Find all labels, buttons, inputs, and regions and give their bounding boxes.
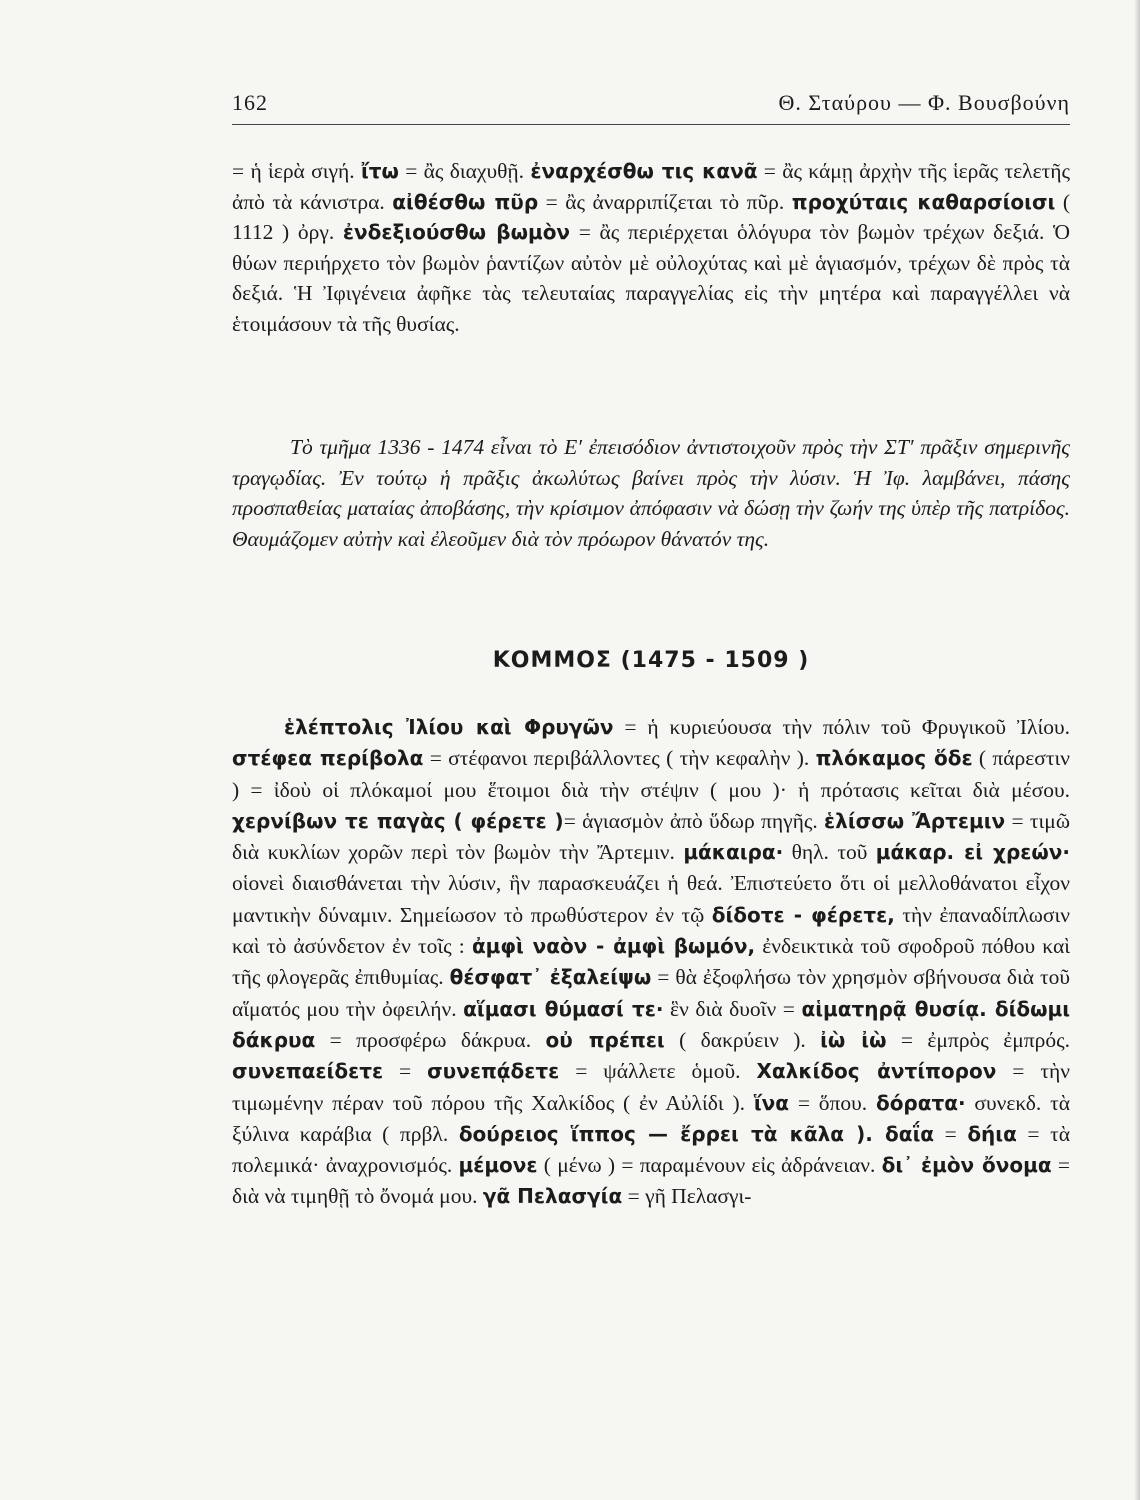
gloss-text: ἐνδεικτικὰ τοῦ σφοδροῦ πόθου καὶ τῆς φλογερᾶς ἐπιθυμίας. xyxy=(232,934,1070,990)
gloss-text: = ἡ κυριεύουσα τὴν πόλιν τοῦ Φρυγικοῦ Ἰλίου. xyxy=(613,715,1071,739)
paragraph-text xyxy=(232,432,1070,554)
gloss-text: ἓν διὰ δυοῖν = xyxy=(663,996,802,1021)
lemma-term: μάκαιρα· xyxy=(683,840,784,865)
gloss-text: τὴν ἐπαναδίπλωσιν καὶ τὸ ἀσύνδετον ἐν τοῖς : xyxy=(232,902,1070,959)
gloss-text: = ἐμπρὸς ἐμπρός. xyxy=(886,1027,1070,1052)
scan-edge-shadow xyxy=(1134,0,1140,1500)
lemma-term: θέσφατ᾽ ἐξαλείψω xyxy=(449,965,652,990)
gloss-text: ( πάρεστιν ) = ἰδοὺ οἱ πλόκαμοί μου ἕτοιμοι διὰ τὴν στέψιν ( μου )· ἡ πρότασις κεῖται διὰ μέσου. xyxy=(232,746,1070,802)
lemma-term: Χαλκίδος ἀντίπορον xyxy=(756,1059,997,1084)
lemma-term: αἵμασι θύμασί τε· xyxy=(463,996,664,1021)
gloss-text: = τὰ πολεμικά· ἀναχρονισμός. xyxy=(232,1121,1070,1178)
lemma-term: δόρατα· xyxy=(875,1090,966,1115)
gloss-text: = στέφανοι περιβάλλοντες ( τὴν κεφαλὴν ). xyxy=(423,746,816,771)
lemma-term: ἀμφὶ ναὸν - ἀμφὶ βωμόν, xyxy=(471,934,756,959)
gloss-text: = γῆ Πελασγι- xyxy=(622,1184,752,1209)
section-title: ΚΟΜΜΟΣ (1475 - 1509 ) xyxy=(492,648,810,673)
gloss-text: = τὴν τιμωμένην πέραν τοῦ πόρου τῆς Χαλκίδος ( ἐν Αὐλίδι ). xyxy=(232,1059,1070,1115)
gloss-text: Τὸ τμῆμα 1336 - 1474 εἶναι τὸ Ε′ ἐπεισόδιον ἀντιστοιχοῦν πρὸς τὴν ΣΤ′ πρᾶξιν σημερινῆς τραγῳδίας. Ἐν τούτῳ ἡ πρᾶξις ἀκωλύτως βαίνει πρὸς τὴν λύσιν. Ἡ Ἰφ. λαμβάνει, πάσης προσπαθείας ματαίας ἀποβάσης, τὴν κρίσιμον ἀπόφασιν νὰ δώσῃ τὴν ζωήν της ὑπὲρ τῆς πατρίδος. Θαυμάζομεν αὐτὴν καὶ ἐλεοῦμεν διὰ τὸν πρόωρον θάνατόν της. xyxy=(232,435,1070,551)
lemma-term: δούρειος ἵππος — ἔρρει τὰ κᾶλα ). δαΐα xyxy=(458,1121,935,1146)
running-head: Θ. Σταύρου — Φ. Βουσβούνη xyxy=(778,90,1070,115)
gloss-text: = ἁγιασμὸν ἀπὸ ὕδωρ πηγῆς. xyxy=(563,808,825,833)
gloss-text: = ἡ ἱερὰ σιγή. xyxy=(232,159,361,183)
lemma-term: συνεπαείδετε xyxy=(232,1059,384,1084)
lemma-term: αἱματηρᾷ θυσίᾳ. δίδωμι δάκρυα xyxy=(232,996,1071,1052)
gloss-text: ( μένω ) = παραμένουν εἰς ἀδράνειαν. xyxy=(537,1153,882,1178)
gloss-text: = ἂς διαχυθῇ. xyxy=(398,159,531,183)
paragraph-text xyxy=(232,156,1070,340)
lemma-term: ἐναρχέσθω τις κανᾶ xyxy=(530,159,758,183)
gloss-text: = xyxy=(383,1059,428,1084)
gloss-text: συνεκδ. τὰ ξύλινα καράβια ( πρβλ. xyxy=(232,1090,1070,1146)
lemma-term: ἑλέπτολις Ἰλίου καὶ Φρυγῶν xyxy=(284,715,614,739)
lemma-term: δι᾽ ἐμὸν ὄνομα xyxy=(881,1153,1052,1178)
lemma-term: ἵνα xyxy=(753,1090,789,1115)
lemma-term: αἰθέσθω πῦρ xyxy=(392,189,539,214)
lemma-term: γᾶ Πελασγία xyxy=(482,1184,623,1209)
gloss-text: = διὰ νὰ τιμηθῇ τὸ ὄνομά μου. xyxy=(232,1153,1070,1209)
lemma-term: ἰὼ ἰὼ xyxy=(820,1027,887,1052)
commentary-paragraph-1 xyxy=(232,156,1070,340)
lemma-term: οὐ πρέπει xyxy=(545,1027,665,1052)
gloss-text: = ἂς ἀναρριπίζεται τὸ πῦρ. xyxy=(538,189,792,214)
lemma-term: συνεπᾴδετε xyxy=(427,1059,560,1084)
lemma-term: μέμονε xyxy=(458,1153,538,1178)
gloss-text: θηλ. τοῦ xyxy=(783,840,876,865)
gloss-text: = ὅπου. xyxy=(789,1090,876,1115)
lemma-term: ἑλίσσω Ἄρτεμιν xyxy=(824,808,1006,833)
page-number: 162 xyxy=(232,90,268,115)
gloss-text: οἱονεὶ διαισθάνεται τὴν λύσιν, ἣν παρασκευάζει ἡ θεά. Ἐπιστεύετο ὅτι οἱ μελλοθάνατοι εἶχον μαντικὴν δύναμιν. Σημείωσον τὸ πρωθύστερον ἐν τῷ xyxy=(232,871,1070,927)
lemma-term: μάκαρ. εἰ χρεών· xyxy=(875,840,1070,865)
lemma-term: προχύταις καθαρσίοισι xyxy=(791,189,1056,214)
gloss-text: = τιμῶ διὰ κυκλίων χορῶν περὶ τὸν βωμὸν τὴν Ἄρτεμιν. xyxy=(232,808,1070,865)
lemma-term: δήια xyxy=(967,1121,1017,1146)
lemma-term: ἐνδεξιούσθω βωμὸν xyxy=(342,220,571,245)
gloss-text: ( 1112 ) ὀργ. xyxy=(232,189,1071,245)
lemma-term: ἴτω xyxy=(360,159,399,183)
episode-summary-paragraph xyxy=(232,432,1070,554)
gloss-text: ( δακρύειν ). xyxy=(664,1027,821,1052)
gloss-text: = xyxy=(934,1121,968,1146)
kommos-commentary-paragraph xyxy=(232,712,1070,1213)
gloss-text: = θὰ ἐξοφλήσω τὸν χρησμὸν σβήνουσα διὰ τοῦ αἵματός μου τὴν ὀφειλήν. xyxy=(232,965,1071,1021)
lemma-term: δίδοτε - φέρετε, xyxy=(711,902,895,927)
lemma-term: πλόκαμος ὅδε xyxy=(815,746,973,771)
gloss-text: = ἂς κάμῃ ἀρχὴν τῆς ἱερᾶς τελετῆς ἀπὸ τὰ κάνιστρα. xyxy=(232,159,1070,214)
paragraph-text xyxy=(232,712,1070,1213)
gloss-text: = ἂς περιέρχεται ὁλόγυρα τὸν βωμὸν τρέχων δεξιά. Ὁ θύων περιήρχετο τὸν βωμὸν ῥαντίζων αὐτὸν μὲ οὐλοχύτας καὶ μὲ ἁγιασμόν, τρέχων δὲ πρὸς τὰ δεξιά. Ἡ Ἰφιγένεια ἀφῆκε τὰς τελευταίας παραγγελίας εἰς τὴν μητέρα καὶ παραγγέλλει νὰ ἑτοιμάσουν τὰ τῆς θυσίας. xyxy=(232,220,1070,336)
lemma-term: χερνίβων τε παγὰς ( φέρετε ) xyxy=(232,808,564,833)
lemma-term: στέφεα περίβολα xyxy=(232,746,424,771)
page-header xyxy=(232,88,1070,125)
gloss-text: = ψάλλετε ὁμοῦ. xyxy=(559,1059,757,1084)
gloss-text: = προσφέρω δάκρυα. xyxy=(315,1027,546,1052)
